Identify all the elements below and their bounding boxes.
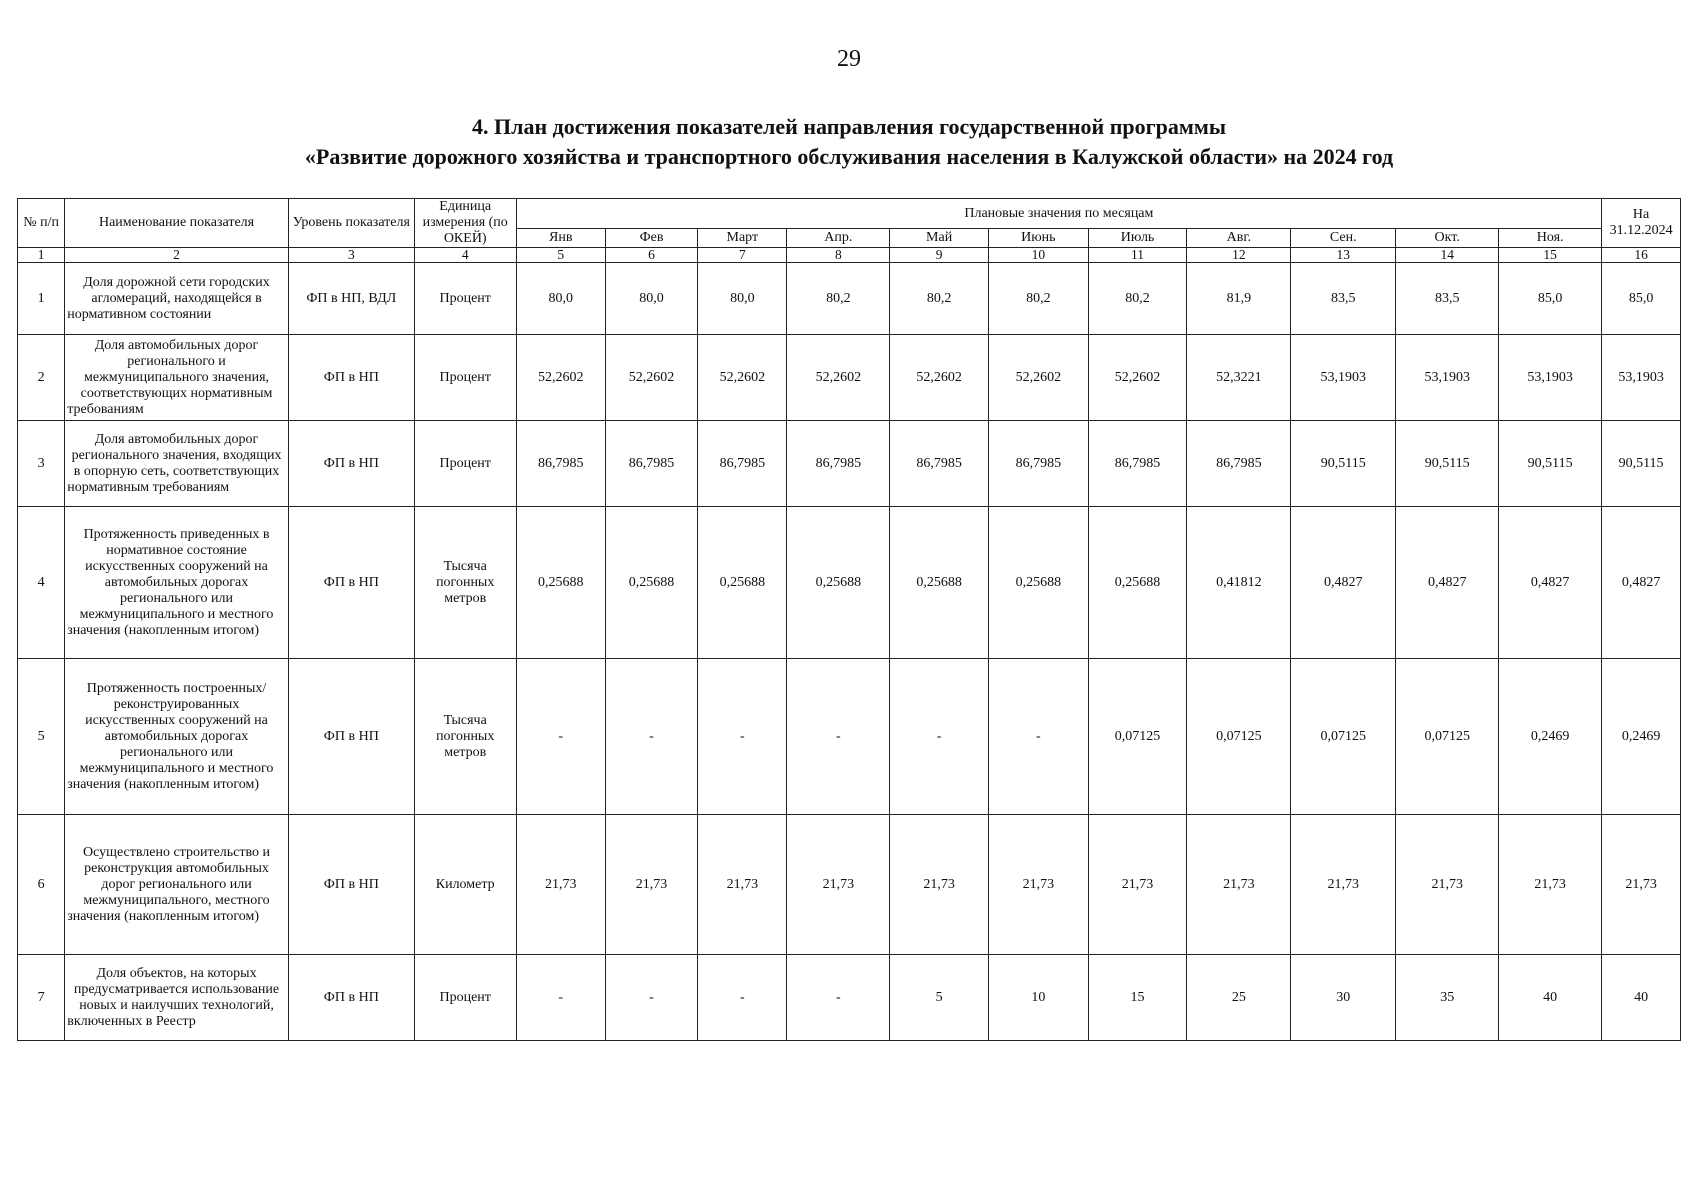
month-value: 21,73	[516, 815, 605, 955]
header-name: Наименование показателя	[65, 199, 289, 248]
month-value: 80,0	[605, 263, 697, 335]
month-value: 83,5	[1396, 263, 1499, 335]
month-value: 52,2602	[698, 335, 787, 421]
month-value: 21,73	[787, 815, 890, 955]
month-value: 0,07125	[1187, 659, 1291, 815]
indicator-level: ФП в НП	[288, 815, 414, 955]
end-of-year-value: 53,1903	[1602, 335, 1681, 421]
indicator-level: ФП в НП	[288, 421, 414, 507]
month-header: Март	[698, 229, 787, 248]
header-num: № п/п	[18, 199, 65, 248]
month-value: 21,73	[1088, 815, 1187, 955]
month-value: 21,73	[890, 815, 989, 955]
indicator-name: Доля объектов, на которых предусматривается использование новых и наилучших технологий, включенных в Реестр	[65, 955, 289, 1041]
month-value: 10	[988, 955, 1088, 1041]
month-value: 0,25688	[698, 507, 787, 659]
column-number: 7	[698, 248, 787, 263]
row-number: 2	[18, 335, 65, 421]
month-value: 15	[1088, 955, 1187, 1041]
month-value: 90,5115	[1499, 421, 1602, 507]
month-header: Авг.	[1187, 229, 1291, 248]
month-header: Май	[890, 229, 989, 248]
column-number: 6	[605, 248, 697, 263]
month-value: -	[787, 659, 890, 815]
header-unit: Единица измерения (по ОКЕЙ)	[414, 199, 516, 248]
month-value: 85,0	[1499, 263, 1602, 335]
month-value: 0,41812	[1187, 507, 1291, 659]
month-value: 0,4827	[1396, 507, 1499, 659]
month-value: 21,73	[1187, 815, 1291, 955]
month-header: Апр.	[787, 229, 890, 248]
indicator-unit: Километр	[414, 815, 516, 955]
end-of-year-value: 85,0	[1602, 263, 1681, 335]
month-value: 80,0	[516, 263, 605, 335]
month-value: 83,5	[1291, 263, 1396, 335]
month-value: 52,2602	[890, 335, 989, 421]
row-number: 6	[18, 815, 65, 955]
month-value: 21,73	[988, 815, 1088, 955]
month-value: -	[698, 955, 787, 1041]
row-number: 1	[18, 263, 65, 335]
month-header: Сен.	[1291, 229, 1396, 248]
month-value: 52,2602	[988, 335, 1088, 421]
month-value: 86,7985	[516, 421, 605, 507]
indicator-name: Доля автомобильных дорог регионального и межмуниципального значения, соответствующих нормативным требованиям	[65, 335, 289, 421]
indicator-level: ФП в НП	[288, 507, 414, 659]
month-value: 0,25688	[890, 507, 989, 659]
column-number: 11	[1088, 248, 1187, 263]
month-header: Июль	[1088, 229, 1187, 248]
row-number: 5	[18, 659, 65, 815]
month-value: 53,1903	[1499, 335, 1602, 421]
month-header: Окт.	[1396, 229, 1499, 248]
month-value: 0,25688	[605, 507, 697, 659]
end-of-year-value: 0,2469	[1602, 659, 1681, 815]
month-value: 86,7985	[787, 421, 890, 507]
row-number: 7	[18, 955, 65, 1041]
month-value: 53,1903	[1396, 335, 1499, 421]
column-number: 5	[516, 248, 605, 263]
month-header: Ноя.	[1499, 229, 1602, 248]
column-number: 2	[65, 248, 289, 263]
row-number: 4	[18, 507, 65, 659]
month-value: 21,73	[605, 815, 697, 955]
indicator-level: ФП в НП	[288, 955, 414, 1041]
page-number: 29	[837, 46, 861, 72]
month-value: 25	[1187, 955, 1291, 1041]
month-value: 80,2	[1088, 263, 1187, 335]
month-value: -	[516, 955, 605, 1041]
month-value: -	[698, 659, 787, 815]
end-of-year-value: 40	[1602, 955, 1681, 1041]
month-value: -	[988, 659, 1088, 815]
month-value: 21,73	[1499, 815, 1602, 955]
month-value: 53,1903	[1291, 335, 1396, 421]
month-value: 0,25688	[988, 507, 1088, 659]
column-number: 4	[414, 248, 516, 263]
column-number: 1	[18, 248, 65, 263]
month-value: 52,2602	[787, 335, 890, 421]
month-value: 35	[1396, 955, 1499, 1041]
month-value: 0,4827	[1291, 507, 1396, 659]
month-value: 0,25688	[516, 507, 605, 659]
page-title	[0, 112, 1698, 172]
month-value: 21,73	[1396, 815, 1499, 955]
month-header: Фев	[605, 229, 697, 248]
indicator-level: ФП в НП	[288, 659, 414, 815]
month-value: 86,7985	[605, 421, 697, 507]
column-number: 8	[787, 248, 890, 263]
column-number: 13	[1291, 248, 1396, 263]
end-of-year-value: 90,5115	[1602, 421, 1681, 507]
column-number: 16	[1602, 248, 1681, 263]
indicator-unit: Тысяча погонных метров	[414, 659, 516, 815]
table-row	[18, 955, 1681, 1041]
table-row	[18, 335, 1681, 421]
month-value: -	[890, 659, 989, 815]
month-value: 81,9	[1187, 263, 1291, 335]
table-row	[18, 507, 1681, 659]
month-value: 40	[1499, 955, 1602, 1041]
month-header: Янв	[516, 229, 605, 248]
column-number: 14	[1396, 248, 1499, 263]
column-number: 15	[1499, 248, 1602, 263]
end-of-year-value: 21,73	[1602, 815, 1681, 955]
header-level: Уровень показателя	[288, 199, 414, 248]
table-row	[18, 659, 1681, 815]
indicator-name: Доля дорожной сети городских агломераций, находящейся в нормативном состоянии	[65, 263, 289, 335]
header-end-of-year: На 31.12.2024	[1602, 199, 1681, 248]
month-value: 90,5115	[1291, 421, 1396, 507]
column-number: 9	[890, 248, 989, 263]
table-row	[18, 263, 1681, 335]
month-value: 86,7985	[1187, 421, 1291, 507]
indicator-unit: Процент	[414, 335, 516, 421]
table-row	[18, 421, 1681, 507]
month-value: 0,07125	[1088, 659, 1187, 815]
header-planned-by-month: Плановые значения по месяцам	[516, 199, 1602, 229]
month-value: 86,7985	[890, 421, 989, 507]
month-value: 5	[890, 955, 989, 1041]
month-value: 52,2602	[516, 335, 605, 421]
month-value: 52,3221	[1187, 335, 1291, 421]
title-line-1: 4. План достижения показателей направления государственной программы	[471, 114, 1226, 139]
month-value: 90,5115	[1396, 421, 1499, 507]
row-number: 3	[18, 421, 65, 507]
month-value: 80,2	[988, 263, 1088, 335]
month-value: 21,73	[698, 815, 787, 955]
table-row	[18, 815, 1681, 955]
month-value: 80,2	[787, 263, 890, 335]
indicator-level: ФП в НП	[288, 335, 414, 421]
column-number: 3	[288, 248, 414, 263]
column-number: 12	[1187, 248, 1291, 263]
indicator-name: Протяженность построенных/реконструированных искусственных сооружений на автомобильных дорогах регионального или межмуниципального и местного значения (накопленным итогом)	[65, 659, 289, 815]
title-line-2: «Развитие дорожного хозяйства и транспортного обслуживания населения в Калужской области» на 2024 год	[304, 144, 1394, 169]
month-value: 80,0	[698, 263, 787, 335]
month-value: 0,25688	[787, 507, 890, 659]
indicator-unit: Процент	[414, 263, 516, 335]
month-value: -	[605, 659, 697, 815]
month-value: -	[605, 955, 697, 1041]
month-value: 0,2469	[1499, 659, 1602, 815]
month-value: 80,2	[890, 263, 989, 335]
indicator-unit: Процент	[414, 955, 516, 1041]
month-header: Июнь	[988, 229, 1088, 248]
month-value: 0,4827	[1499, 507, 1602, 659]
end-of-year-value: 0,4827	[1602, 507, 1681, 659]
month-value: 86,7985	[698, 421, 787, 507]
indicator-unit: Процент	[414, 421, 516, 507]
column-number: 10	[988, 248, 1088, 263]
month-value: -	[787, 955, 890, 1041]
indicator-name: Протяженность приведенных в нормативное состояние искусственных сооружений на автомобильных дорогах регионального или межмуниципального и местного значения (накопленным итогом)	[65, 507, 289, 659]
column-numbers-row	[18, 248, 1681, 263]
month-value: 21,73	[1291, 815, 1396, 955]
month-value: 0,07125	[1291, 659, 1396, 815]
month-value: 0,25688	[1088, 507, 1187, 659]
month-value: 0,07125	[1396, 659, 1499, 815]
indicator-name: Доля автомобильных дорог регионального значения, входящих в опорную сеть, соответствующих нормативным требованиям	[65, 421, 289, 507]
month-value: 52,2602	[605, 335, 697, 421]
month-value: 86,7985	[1088, 421, 1187, 507]
month-value: 86,7985	[988, 421, 1088, 507]
indicator-level: ФП в НП, ВДЛ	[288, 263, 414, 335]
month-value: 52,2602	[1088, 335, 1187, 421]
indicator-unit: Тысяча погонных метров	[414, 507, 516, 659]
indicator-rows	[18, 263, 1681, 1041]
month-value: -	[516, 659, 605, 815]
indicators-plan-table	[17, 198, 1681, 1041]
indicator-name: Осуществлено строительство и реконструкция автомобильных дорог регионального или межмуниципального, местного значения (накопленным итогом)	[65, 815, 289, 955]
month-value: 30	[1291, 955, 1396, 1041]
